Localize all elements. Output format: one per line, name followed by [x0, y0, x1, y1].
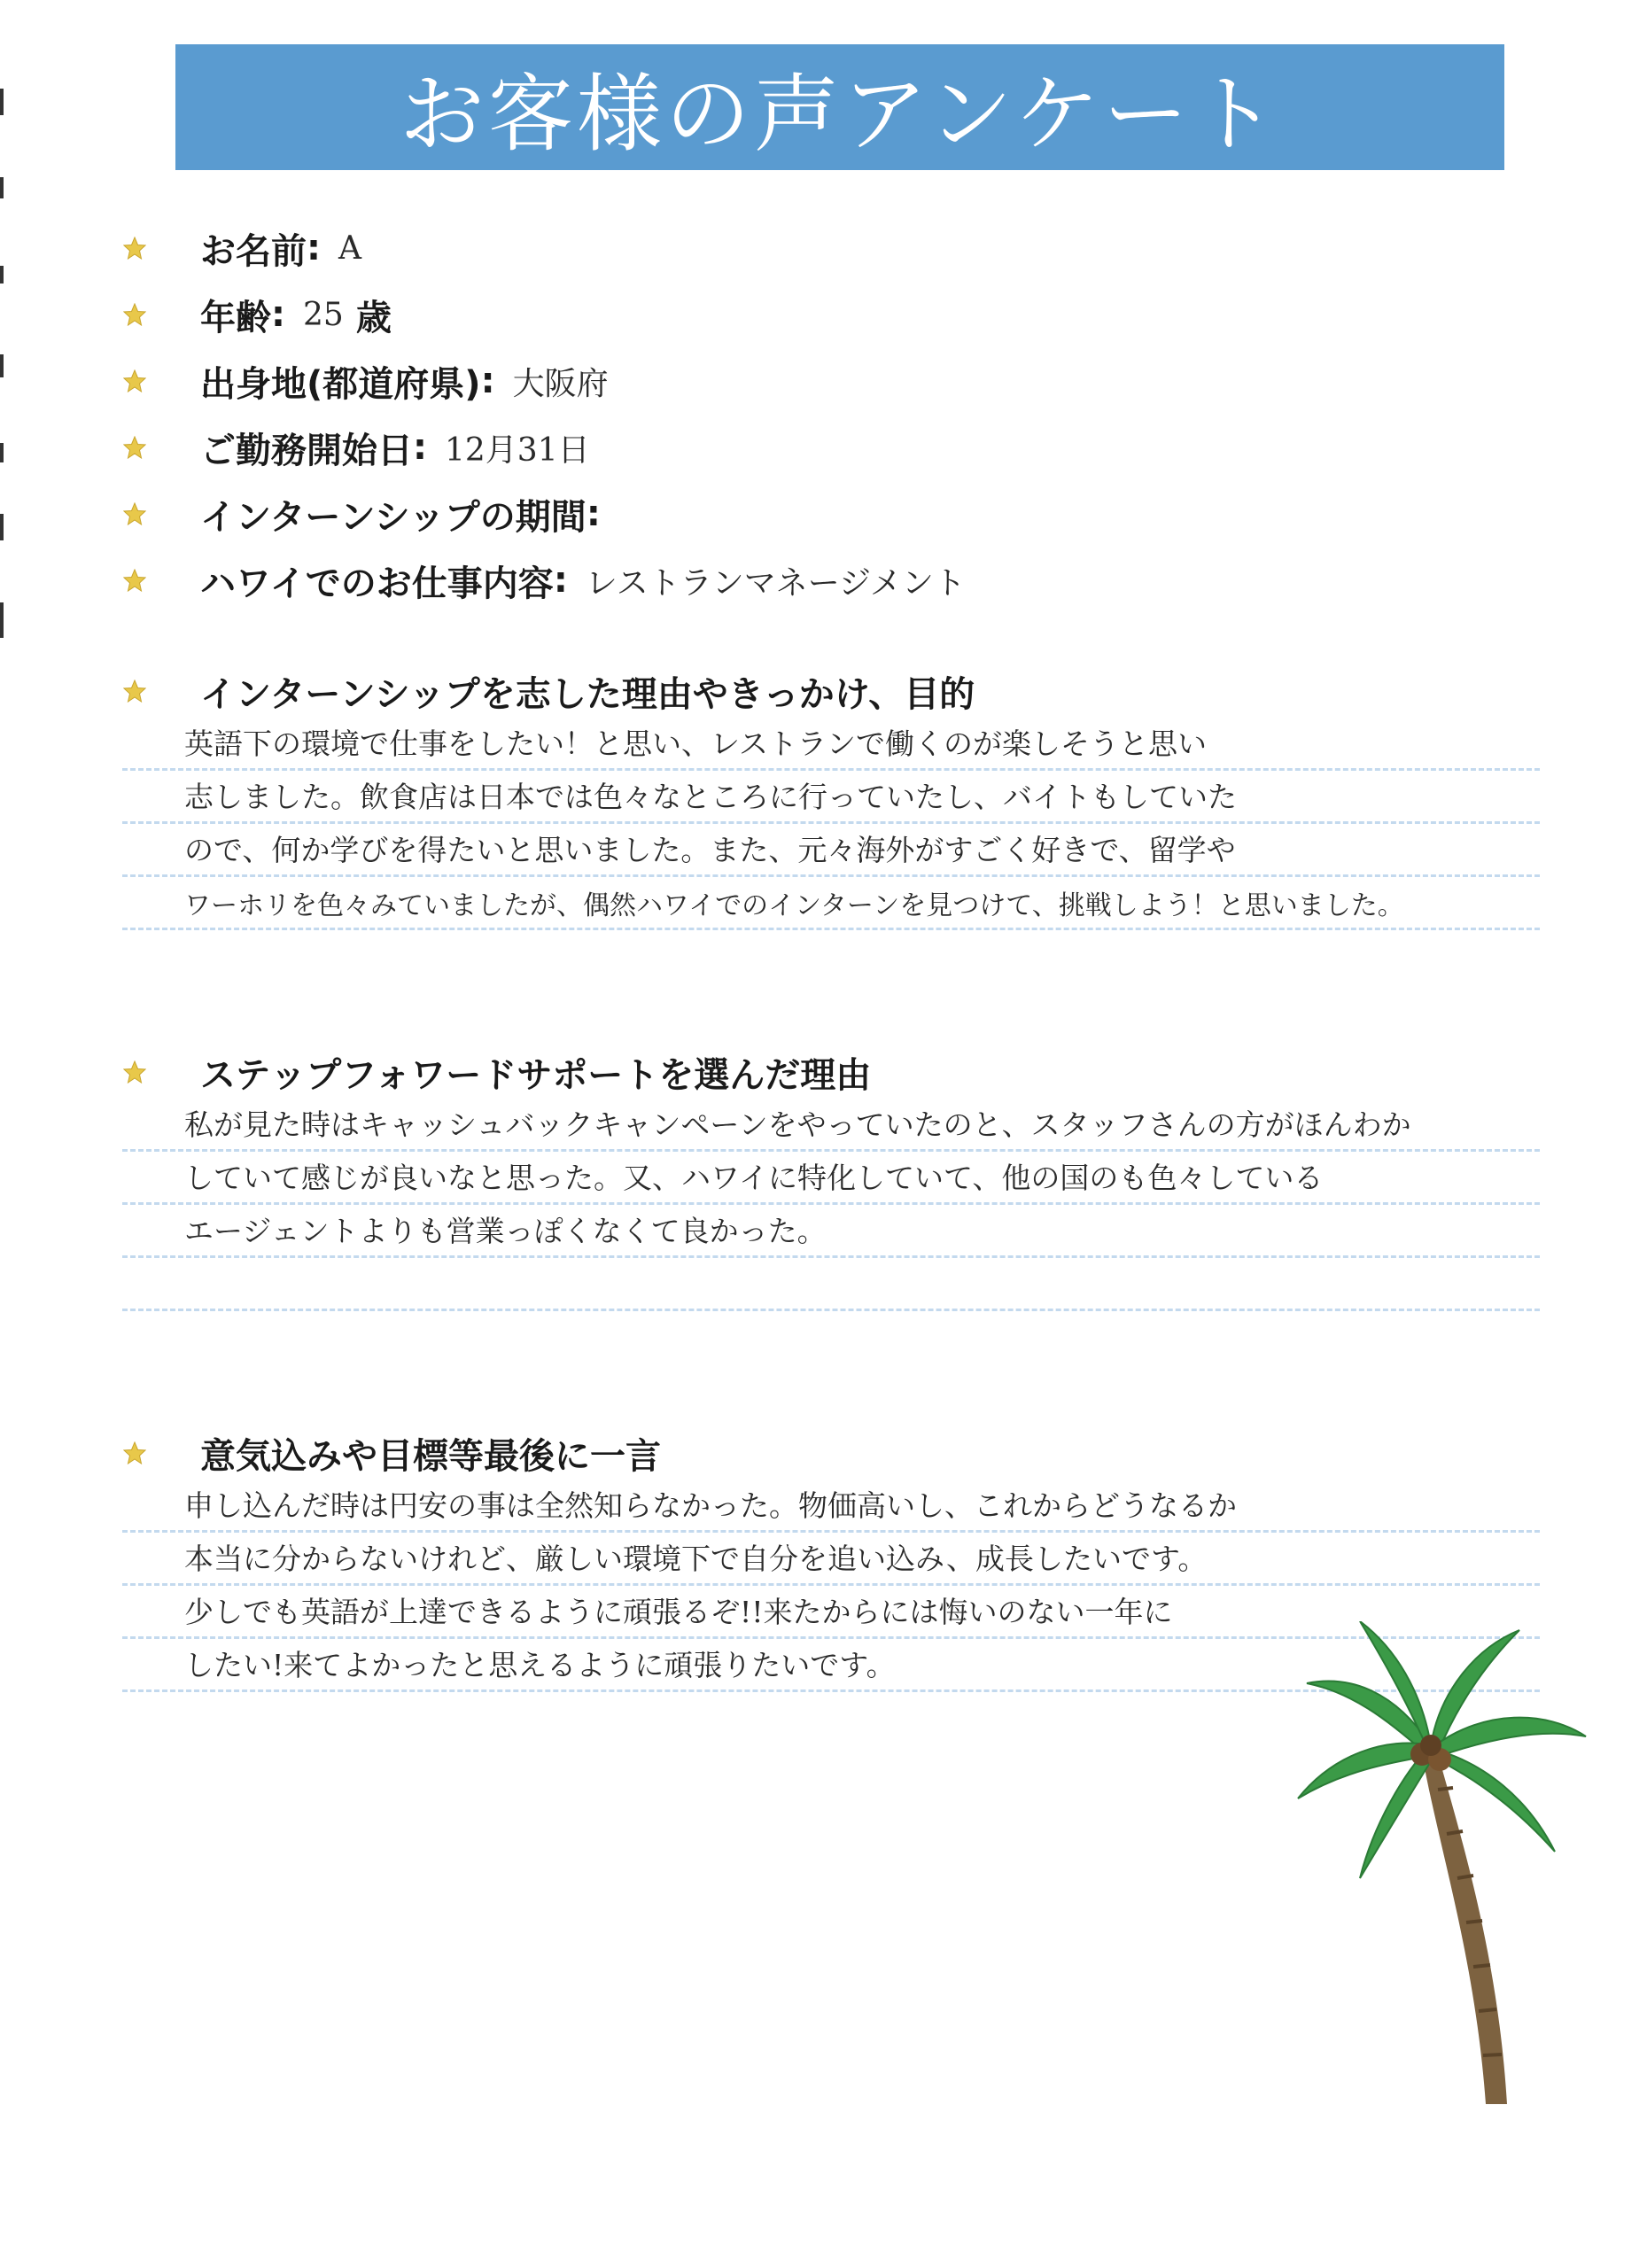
- field-label: 年齢: [200, 297, 271, 338]
- section-title: インターンシップを志した理由やきっかけ、目的: [200, 673, 975, 715]
- answer-line: 志しました。飲食店は日本では色々なところに行っていたし、バイトもしていた: [122, 771, 1540, 824]
- field-label: お名前: [200, 230, 307, 272]
- star-icon: [122, 236, 147, 260]
- answer-line: 少しでも英語が上達できるように頑張るぞ!!来たからには悔いのない一年に: [122, 1586, 1540, 1639]
- answer-line: したい!来てよかったと思えるように頑張りたいです。: [122, 1639, 1540, 1692]
- answer-motivation: [122, 718, 1540, 930]
- palm-tree-icon: [1289, 1621, 1590, 2109]
- star-icon: [122, 568, 147, 593]
- section-title: 意気込みや目標等最後に一言: [200, 1435, 661, 1477]
- field-separator: :: [553, 560, 568, 601]
- field-label: ハワイでのお仕事内容: [200, 563, 554, 604]
- answer-line: 本当に分からないけれど、厳しい環境下で自分を追い込み、成長したいです。: [122, 1533, 1540, 1586]
- field-separator: :: [480, 361, 495, 401]
- star-icon: [122, 369, 147, 393]
- field-label: 出身地(都道府県): [200, 363, 481, 405]
- field-value: A: [338, 229, 361, 267]
- star-icon: [122, 1060, 147, 1084]
- section-heading-agency-choice: [122, 1045, 871, 1099]
- page-title: お客様の声アンケート: [399, 64, 1281, 164]
- section-heading-motivation: [122, 664, 975, 718]
- field-value: レストランマネージメント: [585, 564, 966, 602]
- star-icon: [122, 679, 147, 703]
- star-icon: [122, 302, 147, 327]
- answer-line: ので、何か学びを得たいと思いました。また、元々海外がすごく好きで、留学や: [122, 824, 1540, 877]
- answer-line: エージェントよりも営業っぽくなくて良かった。: [122, 1205, 1540, 1258]
- title-banner: [175, 44, 1504, 170]
- field-name: [122, 221, 361, 275]
- star-icon: [122, 435, 147, 460]
- field-separator: :: [307, 228, 321, 268]
- field-separator: :: [586, 493, 601, 534]
- field-separator: :: [413, 427, 427, 468]
- field-value: 25: [303, 296, 344, 333]
- field-value: 大阪府: [512, 365, 609, 402]
- field-hometown: [122, 354, 609, 408]
- field-unit: 歳: [355, 297, 392, 338]
- star-icon: [122, 1441, 147, 1465]
- answer-line: していて感じが良いなと思った。又、ハワイに特化していて、他の国のも色々している: [122, 1152, 1540, 1205]
- section-title: ステップフォワードサポートを選んだ理由: [200, 1054, 872, 1096]
- field-internship-period: [122, 487, 618, 540]
- field-label: インターンシップの期間: [200, 496, 587, 538]
- answer-line: 英語下の環境で仕事をしたい！と思い、レストランで働くのが楽しそうと思い: [122, 718, 1540, 771]
- field-age: [122, 288, 392, 341]
- answer-agency-choice: [122, 1099, 1540, 1311]
- field-start-date: [122, 421, 590, 474]
- field-job-description: [122, 554, 966, 607]
- answer-line: 私が見た時はキャッシュバックキャンペーンをやっていたのと、スタッフさんの方がほんわか: [122, 1099, 1540, 1152]
- field-value: 12月31日: [445, 431, 590, 469]
- scan-edge-marks: [0, 89, 5, 656]
- field-label: ご勤務開始日: [200, 430, 413, 471]
- section-heading-final-words: [122, 1426, 661, 1480]
- field-separator: :: [271, 294, 285, 335]
- answer-line: ワーホリを色々みていましたが、偶然ハワイでのインターンを見つけて、挑戦しよう！と思いました。: [122, 877, 1540, 930]
- star-icon: [122, 501, 147, 526]
- answer-line: 申し込んだ時は円安の事は全然知らなかった。物価高いし、これからどうなるか: [122, 1480, 1540, 1533]
- answer-line: [122, 1258, 1540, 1311]
